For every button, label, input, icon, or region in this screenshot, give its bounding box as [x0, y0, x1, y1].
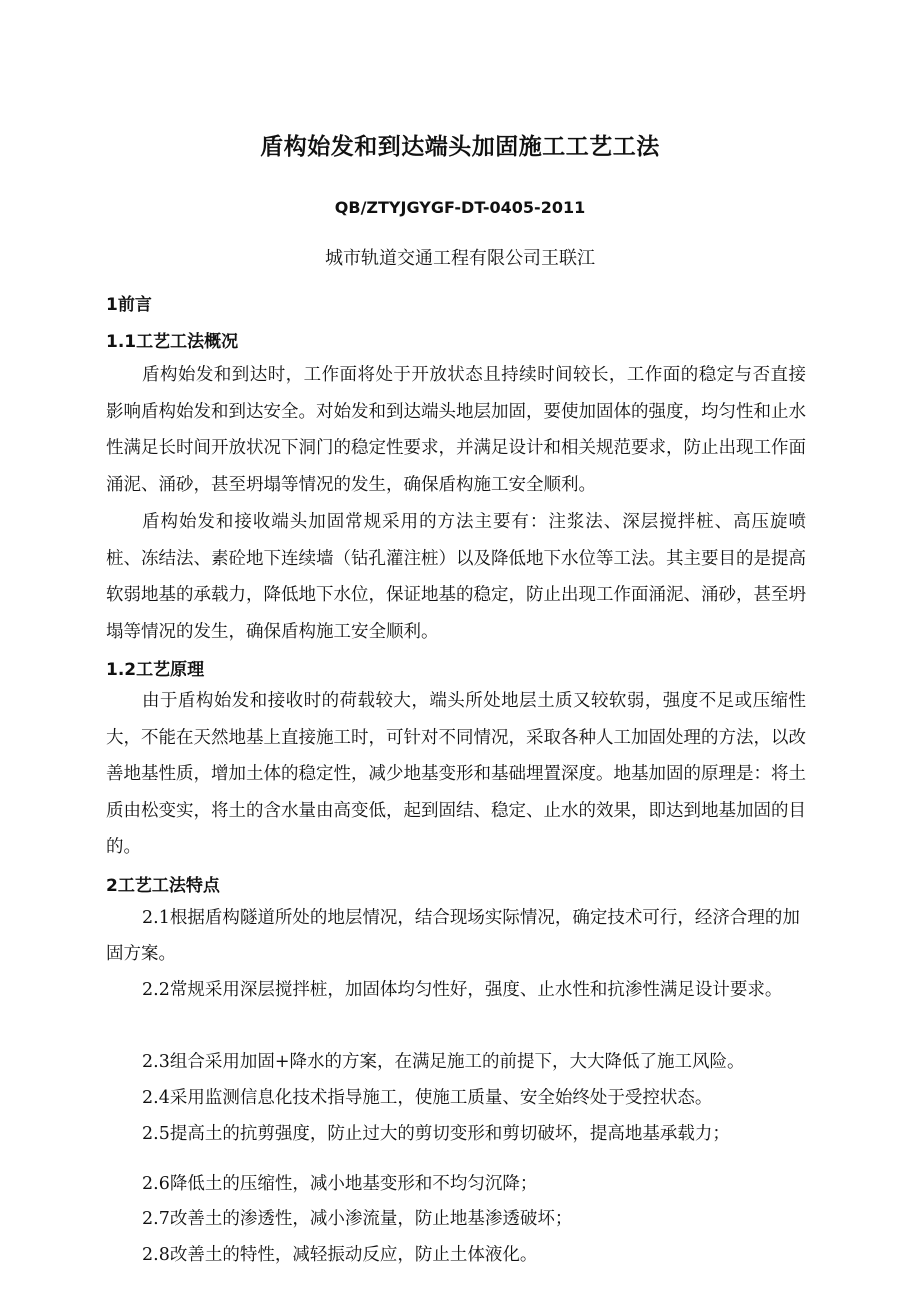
section-heading-1-1: 1.1工艺工法概况 — [106, 332, 239, 352]
section-heading-2: 2工艺工法特点 — [106, 876, 220, 896]
section-heading-1-2: 1.2工艺原理 — [106, 660, 205, 680]
document-title: 盾构始发和到达端头加固施工工艺工法 — [260, 134, 660, 160]
feature-item: 2.6降低土的压缩性，减小地基变形和不均匀沉降； — [142, 1174, 538, 1194]
paragraph-1-2-a: 由于盾构始发和接收时的荷载较大，端头所处地层土质又较软弱，强度不足或压缩性大，不能在天然地基上直接施工时，可针对不同情况，采取各种人工加固处理的方法，以改善地基性质，增加土体的稳定性，减少地基变形和基础埋置深度。地基加固的原理是：将土质由松变实，将土的含水量由高变低，起到固结、稳定、止水的效果，即达到地基加固的目的。 — [106, 691, 806, 857]
document-code: QB/ZTYJGYGF-DT-0405-2011 — [334, 198, 586, 217]
feature-item: 2.5提高土的抗剪强度，防止过大的剪切变形和剪切破坏，提高地基承载力； — [142, 1124, 730, 1144]
document-author: 城市轨道交通工程有限公司王联江 — [325, 248, 595, 269]
feature-item: 2.8改善土的特性，减轻振动反应，防止土体液化。 — [142, 1245, 538, 1265]
feature-item: 2.2常规采用深层搅拌桩，加固体均匀性好，强度、止水性和抗渗性满足设计要求。 — [142, 980, 783, 1000]
feature-item: 2.7改善土的渗透性，减小渗流量，防止地基渗透破坏； — [142, 1209, 573, 1229]
paragraph-1-1-b: 盾构始发和接收端头加固常规采用的方法主要有：注浆法、深层搅拌桩、高压旋喷桩、冻结法、素砼地下连续墙（钻孔灌注桩）以及降低地下水位等工法。其主要目的是提高软弱地基的承载力，降低地下水位，保证地基的稳定，防止出现工作面涌泥、涌砂，甚至坍塌等情况的发生，确保盾构施工安全顺利。 — [106, 512, 806, 642]
feature-item: 2.1根据盾构隧道所处的地层情况，结合现场实际情况，确定技术可行，经济合理的加固方案。 — [106, 908, 800, 964]
feature-item: 2.3组合采用加固+降水的方案，在满足施工的前提下，大大降低了施工风险。 — [142, 1052, 745, 1072]
feature-item: 2.4采用监测信息化技术指导施工，使施工质量、安全始终处于受控状态。 — [142, 1088, 713, 1108]
section-heading-1: 1前言 — [106, 295, 152, 315]
paragraph-1-1-a: 盾构始发和到达时，工作面将处于开放状态且持续时间较长，工作面的稳定与否直接影响盾构始发和到达安全。对始发和到达端头地层加固，要使加固体的强度，均匀性和止水性满足长时间开放状况下洞门的稳定性要求，并满足设计和相关规范要求，防止出现工作面涌泥、涌砂，甚至坍塌等情况的发生，确保盾构施工安全顺利。 — [106, 365, 806, 495]
